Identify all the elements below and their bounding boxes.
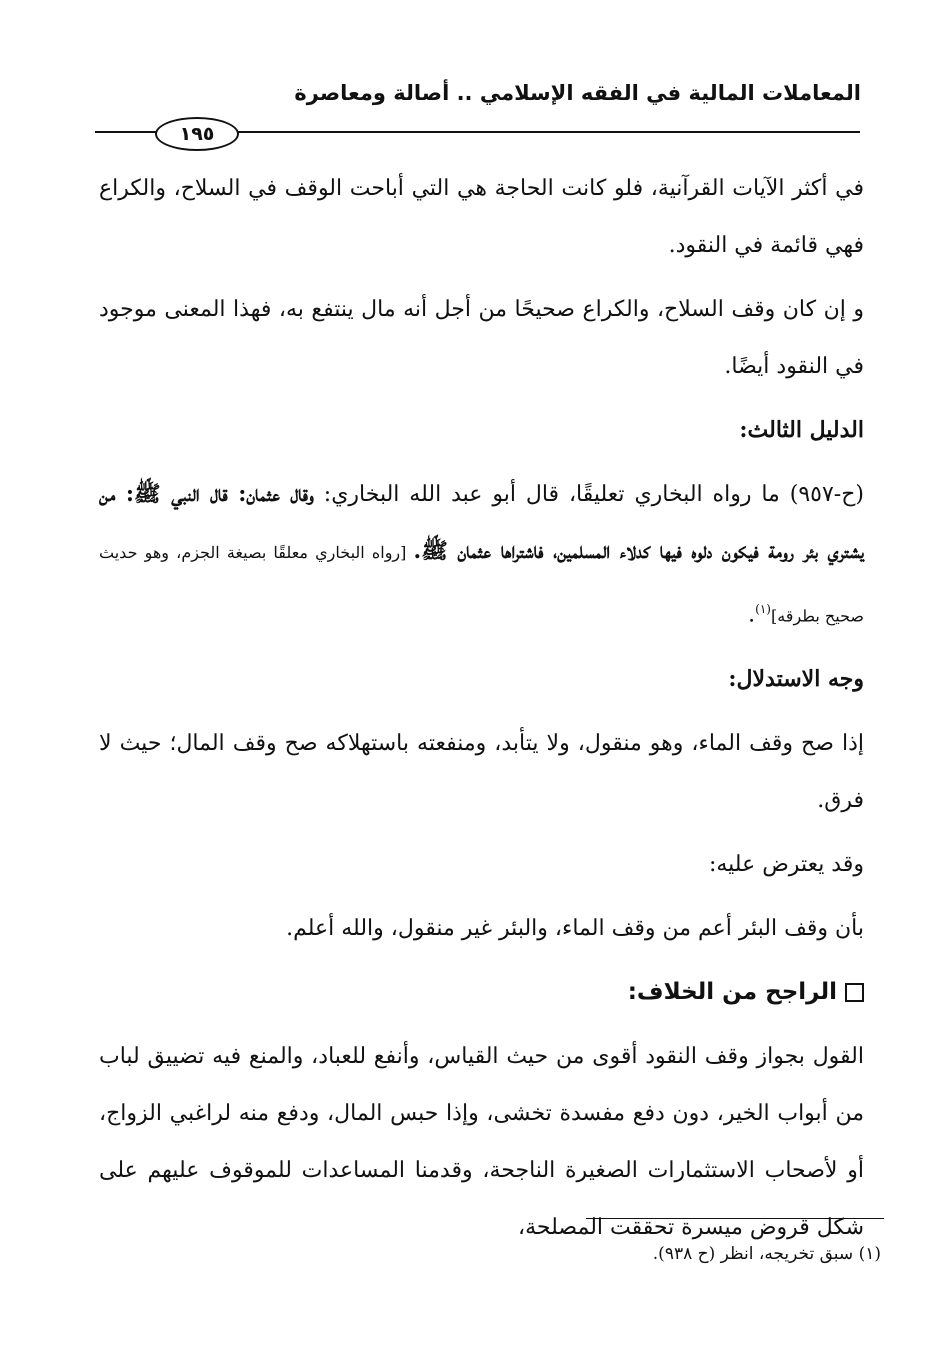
section-heading: الدليل الثالث: — [739, 417, 864, 443]
hadith-paragraph — [99, 466, 864, 644]
paragraph: و إن كان وقف السلاح، والكراع صحيحًا من أجل أنه مال ينتفع به، فهذا المعنى موجود في النقود أيضًا. — [99, 297, 864, 379]
footnote-rule — [586, 1218, 884, 1219]
section-heading: وجه الاستدلال: — [728, 666, 864, 693]
page-number: ١٩٥ — [155, 117, 239, 151]
main-text — [99, 160, 864, 1256]
checkbox-square-icon — [845, 983, 864, 1002]
hadith-text: وقال عثمان: قال النبي ﷺ: من يشتري بئر رومة فيكون دلوه فيها كدلاء المسلمين، فاشتراها عثمان ﷺ. — [99, 481, 864, 564]
paragraph: إذا صح وقف الماء، وهو منقول، ولا يتأبد، ومنفعته باستهلاكه صح وقف المال؛ حيث لا فرق. — [99, 731, 864, 814]
hadith-grading: [رواه البخاري معلقًا بصيغة الجزم، وهو حديث صحيح بطرقه] — [99, 543, 864, 626]
hadith-lead: (ح-٩٥٧) ما رواه البخاري تعليقًا، قال أبو عبد الله البخاري: — [313, 482, 865, 507]
paragraph: القول بجواز وقف النقود أقوى من حيث القياس، وأنفع للعباد، والمنع فيه تضييق لباب من أبواب الخير، دون دفع مفسدة تخشى، وإذا حبس المال، ودفع منه لراغبي الزواج، أو لأصحاب الاستثمارات الصغيرة الناجحة، وقدمنا المساعدات للموقوف عليهم على شكل قروض ميسرة تحققت المصلحة، — [99, 1044, 865, 1241]
running-header — [294, 80, 861, 106]
paragraph: بأن وقف البئر أعم من وقف الماء، والبئر غير منقول، والله أعلم. — [286, 916, 864, 942]
footnote: (١) سبق تخريجه، انظر (ح ٩٣٨). — [652, 1244, 881, 1264]
boxed-section-heading — [99, 964, 864, 1021]
hadith-end: . — [748, 602, 756, 628]
paragraph: وقد يعترض عليه: — [708, 852, 864, 878]
paragraph: في أكثر الآيات القرآنية، فلو كانت الحاجة هي التي أباحت الوقف في السلاح، والكراع فهي قائمة في النقود. — [99, 176, 864, 258]
header-title: المعاملات المالية في الفقه الإسلامي .. أصالة ومعاصرة — [294, 81, 861, 105]
heading-text: الراجح من الخلاف: — [627, 979, 837, 1006]
footnote-ref: (١) — [755, 602, 771, 616]
